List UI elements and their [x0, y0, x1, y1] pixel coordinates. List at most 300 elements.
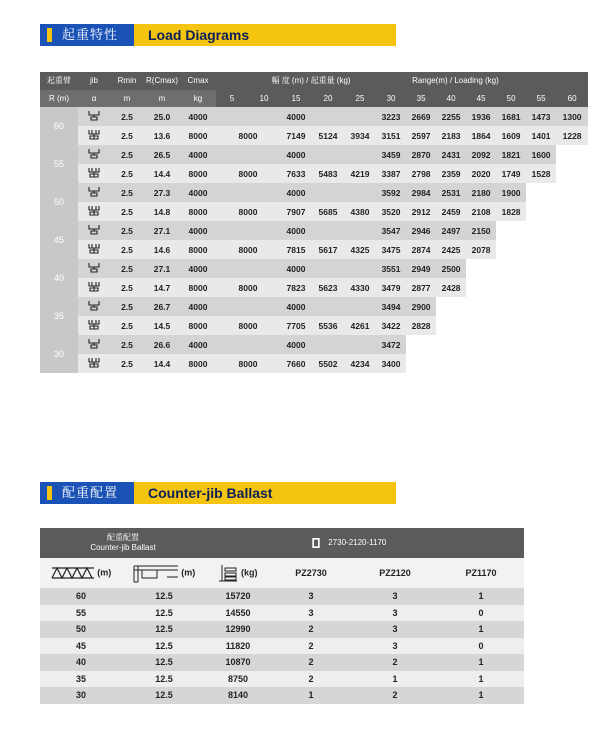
section-title-en: Load Diagrams — [134, 24, 396, 46]
ballast-config-en: Counter-jib Ballast — [90, 543, 156, 552]
load-cell: 1609 — [496, 126, 526, 145]
empty-cell — [526, 183, 556, 202]
load-cell: 5483 — [312, 164, 344, 183]
load-cell: 3400 — [376, 354, 406, 373]
load-cell: 3520 — [376, 202, 406, 221]
cmax-cell: 4000 — [180, 297, 216, 316]
ballast-row — [40, 654, 524, 671]
range-en-header: Range(m) / Loading (kg) — [406, 72, 588, 90]
range-col-header: 55 — [526, 90, 556, 108]
ballast-weight-cell: 10870 — [206, 654, 270, 671]
ballast-weight-cell: 14550 — [206, 605, 270, 622]
pz1170-count: 0 — [438, 605, 524, 622]
constant-load-cell: 8000 — [216, 354, 280, 373]
load-cell: 7660 — [280, 354, 312, 373]
rcmax-cell: 26.5 — [144, 145, 180, 164]
ballast-header-row-1 — [40, 528, 524, 558]
counter-jib-length-header — [122, 558, 206, 588]
load-cell: 4219 — [344, 164, 376, 183]
rcmax-cell: 14.4 — [144, 164, 180, 183]
rmin-cell: 2.5 — [110, 316, 144, 335]
jib-length-cell: 50 — [40, 621, 122, 638]
range-col-header: 40 — [436, 90, 466, 108]
load-cell: 5124 — [312, 126, 344, 145]
table-row — [40, 297, 588, 316]
range-zh-header: 幅 度 (m) / 起重量 (kg) — [216, 72, 406, 90]
empty-cell — [526, 259, 556, 278]
table-row — [40, 202, 588, 221]
load-cell: 7705 — [280, 316, 312, 335]
load-cell: 2431 — [436, 145, 466, 164]
rmin-cell: 2.5 — [110, 221, 144, 240]
load-cell: 2798 — [406, 164, 436, 183]
counter-jib-icon — [133, 567, 179, 577]
rcmax-cell: 26.6 — [144, 335, 180, 354]
empty-cell — [526, 202, 556, 221]
load-cell: 2946 — [406, 221, 436, 240]
load-cell: 3934 — [344, 126, 376, 145]
empty-cell — [556, 240, 588, 259]
empty-cell — [436, 316, 466, 335]
range-col-header: 60 — [556, 90, 588, 108]
table-row — [40, 335, 588, 354]
cmax-cell: 4000 — [180, 107, 216, 126]
empty-cell — [496, 316, 526, 335]
empty-cell — [556, 297, 588, 316]
rmin-cell: 2.5 — [110, 164, 144, 183]
load-cell: 1681 — [496, 107, 526, 126]
rcmax-cell: 25.0 — [144, 107, 180, 126]
rcmax-cell: 27.1 — [144, 221, 180, 240]
rmin-cell: 2.5 — [110, 354, 144, 373]
range-col-header: 20 — [312, 90, 344, 108]
rmin-header: Rmin — [110, 72, 144, 90]
constant-load-cell: 8000 — [216, 164, 280, 183]
rmin-cell: 2.5 — [110, 107, 144, 126]
rmin-cell: 2.5 — [110, 335, 144, 354]
empty-cell — [406, 354, 436, 373]
empty-cell — [496, 354, 526, 373]
ballast-weight-header — [206, 558, 270, 588]
load-cell: 1600 — [526, 145, 556, 164]
section-title-zh: 配重配置 — [40, 482, 134, 504]
rcmax-cell: 14.5 — [144, 316, 180, 335]
load-cell: 1401 — [526, 126, 556, 145]
load-cell: 2359 — [436, 164, 466, 183]
load-cell: 2531 — [436, 183, 466, 202]
jib-header: jib — [78, 72, 110, 90]
rcmax-cell: 14.4 — [144, 354, 180, 373]
pz1170-count: 1 — [438, 687, 524, 704]
load-cell: 2078 — [466, 240, 496, 259]
empty-cell — [526, 240, 556, 259]
cmax-cell: 8000 — [180, 164, 216, 183]
pz1170-count: 1 — [438, 588, 524, 605]
constant-load-cell: 8000 — [216, 316, 280, 335]
ballast-weight-cell: 8140 — [206, 687, 270, 704]
constant-load-cell: 8000 — [216, 240, 280, 259]
ballast-block-label: 2730-2120-1170 — [328, 538, 387, 548]
jib-length-label: 55 — [40, 145, 78, 183]
jib-length-cell: 55 — [40, 605, 122, 622]
hook-icon — [78, 278, 110, 297]
counter-jib-length-cell: 12.5 — [122, 638, 206, 655]
load-cell: 1828 — [496, 202, 526, 221]
pz2730-count: 2 — [270, 654, 352, 671]
cmax-cell: 8000 — [180, 126, 216, 145]
table-row — [40, 240, 588, 259]
rcmax-cell: 14.7 — [144, 278, 180, 297]
hook-icon — [78, 145, 110, 164]
ballast-weight-icon — [218, 567, 238, 577]
table-row — [40, 316, 588, 335]
empty-cell — [466, 297, 496, 316]
hook-icon — [78, 164, 110, 183]
hook-icon — [78, 183, 110, 202]
rcmax-unit: m — [144, 90, 180, 108]
load-cell: 1821 — [496, 145, 526, 164]
pz1170-header: PZ1170 — [438, 558, 524, 588]
header-row-1 — [40, 72, 588, 90]
hook-icon — [78, 126, 110, 145]
cmax-header: Cmax — [180, 72, 216, 90]
pz2730-count: 2 — [270, 671, 352, 688]
empty-cell — [526, 297, 556, 316]
jib-length-label: 45 — [40, 221, 78, 259]
empty-cell — [556, 145, 588, 164]
constant-load-cell: 4000 — [216, 335, 376, 354]
counter-jib-length-cell: 12.5 — [122, 588, 206, 605]
counter-jib-unit: (m) — [181, 567, 196, 578]
load-cell: 5685 — [312, 202, 344, 221]
load-cell: 5623 — [312, 278, 344, 297]
table-row — [40, 221, 588, 240]
load-cell: 2949 — [406, 259, 436, 278]
rmin-cell: 2.5 — [110, 259, 144, 278]
empty-cell — [556, 202, 588, 221]
ballast-row — [40, 638, 524, 655]
ballast-header-row-2 — [40, 558, 524, 588]
empty-cell — [436, 335, 466, 354]
load-cell: 1864 — [466, 126, 496, 145]
load-cell: 2874 — [406, 240, 436, 259]
jib-length-cell: 30 — [40, 687, 122, 704]
load-cell: 4234 — [344, 354, 376, 373]
constant-load-cell: 4000 — [216, 221, 376, 240]
ballast-row — [40, 687, 524, 704]
rcmax-cell: 26.7 — [144, 297, 180, 316]
hook-icon — [78, 297, 110, 316]
empty-cell — [406, 335, 436, 354]
jib-truss-icon — [51, 567, 95, 577]
table-row — [40, 183, 588, 202]
section-title-en: Counter-jib Ballast — [134, 482, 396, 504]
empty-cell — [436, 297, 466, 316]
rcmax-cell: 14.8 — [144, 202, 180, 221]
empty-cell — [466, 259, 496, 278]
range-col-header: 35 — [406, 90, 436, 108]
jib-length-label: 50 — [40, 183, 78, 221]
load-cell: 2597 — [406, 126, 436, 145]
load-cell: 3551 — [376, 259, 406, 278]
load-cell: 3475 — [376, 240, 406, 259]
load-cell: 7633 — [280, 164, 312, 183]
load-cell: 4330 — [344, 278, 376, 297]
alpha-header: α — [78, 90, 110, 108]
rcmax-header: R(Cmax) — [144, 72, 180, 90]
cmax-cell: 4000 — [180, 335, 216, 354]
empty-cell — [466, 354, 496, 373]
load-cell: 1936 — [466, 107, 496, 126]
load-cell: 5502 — [312, 354, 344, 373]
load-cell: 4261 — [344, 316, 376, 335]
ballast-weight-cell: 8750 — [206, 671, 270, 688]
empty-cell — [556, 335, 588, 354]
empty-cell — [496, 297, 526, 316]
load-cell: 2150 — [466, 221, 496, 240]
cmax-cell: 4000 — [180, 145, 216, 164]
hook-icon — [78, 259, 110, 278]
range-col-header: 30 — [376, 90, 406, 108]
ballast-row — [40, 605, 524, 622]
load-cell: 2877 — [406, 278, 436, 297]
jib-length-cell: 45 — [40, 638, 122, 655]
cmax-cell: 8000 — [180, 202, 216, 221]
cmax-cell: 8000 — [180, 240, 216, 259]
pz1170-count: 0 — [438, 638, 524, 655]
load-cell: 1473 — [526, 107, 556, 126]
jib-length-label: 30 — [40, 335, 78, 373]
cmax-cell: 4000 — [180, 221, 216, 240]
cmax-cell: 4000 — [180, 259, 216, 278]
load-cell: 1300 — [556, 107, 588, 126]
empty-cell — [556, 354, 588, 373]
constant-load-cell: 4000 — [216, 107, 376, 126]
ballast-weight-unit: (kg) — [241, 567, 258, 578]
empty-cell — [556, 221, 588, 240]
rcmax-cell: 27.1 — [144, 259, 180, 278]
ballast-weight-cell: 11820 — [206, 638, 270, 655]
load-cell: 3223 — [376, 107, 406, 126]
load-cell: 2425 — [436, 240, 466, 259]
counter-jib-length-cell: 12.5 — [122, 605, 206, 622]
constant-load-cell: 4000 — [216, 183, 376, 202]
load-cell: 2870 — [406, 145, 436, 164]
jib-length-label: 35 — [40, 297, 78, 335]
pz2730-count: 1 — [270, 687, 352, 704]
pz2120-count: 3 — [352, 638, 438, 655]
load-cell: 2900 — [406, 297, 436, 316]
cmax-unit: kg — [180, 90, 216, 108]
load-cell: 1749 — [496, 164, 526, 183]
load-cell: 1228 — [556, 126, 588, 145]
empty-cell — [496, 221, 526, 240]
pz2730-header: PZ2730 — [270, 558, 352, 588]
load-cell: 3422 — [376, 316, 406, 335]
load-cell: 5536 — [312, 316, 344, 335]
ballast-block-icon — [312, 538, 320, 547]
pz2730-count: 2 — [270, 621, 352, 638]
empty-cell — [496, 240, 526, 259]
load-cell: 2497 — [436, 221, 466, 240]
empty-cell — [496, 278, 526, 297]
rmin-cell: 2.5 — [110, 297, 144, 316]
pz1170-count: 1 — [438, 671, 524, 688]
load-cell: 7815 — [280, 240, 312, 259]
table-row — [40, 145, 588, 164]
constant-load-cell: 4000 — [216, 297, 376, 316]
cmax-cell: 8000 — [180, 354, 216, 373]
load-cell: 3387 — [376, 164, 406, 183]
load-cell: 7823 — [280, 278, 312, 297]
hook-icon — [78, 107, 110, 126]
range-col-header: 10 — [248, 90, 280, 108]
hook-icon — [78, 202, 110, 221]
rmin-cell: 2.5 — [110, 202, 144, 221]
counter-jib-length-cell: 12.5 — [122, 621, 206, 638]
pz2730-count: 2 — [270, 638, 352, 655]
cmax-cell: 4000 — [180, 183, 216, 202]
load-diagram-table — [40, 72, 588, 373]
rcmax-cell: 13.6 — [144, 126, 180, 145]
empty-cell — [496, 259, 526, 278]
load-cell: 2108 — [466, 202, 496, 221]
table-row — [40, 354, 588, 373]
range-col-header: 25 — [344, 90, 376, 108]
ballast-row — [40, 588, 524, 605]
table-row — [40, 259, 588, 278]
cmax-cell: 8000 — [180, 278, 216, 297]
load-cell: 4380 — [344, 202, 376, 221]
empty-cell — [466, 278, 496, 297]
section-title-zh: 起重特性 — [40, 24, 134, 46]
jib-length-unit: (m) — [97, 567, 112, 578]
counter-jib-length-cell: 12.5 — [122, 671, 206, 688]
load-cell: 2255 — [436, 107, 466, 126]
load-cell: 7907 — [280, 202, 312, 221]
jib-length-cell: 35 — [40, 671, 122, 688]
ballast-weight-cell: 12990 — [206, 621, 270, 638]
constant-load-cell: 8000 — [216, 202, 280, 221]
ballast-weight-cell: 15720 — [206, 588, 270, 605]
range-col-header: 45 — [466, 90, 496, 108]
rmin-cell: 2.5 — [110, 278, 144, 297]
table-row — [40, 278, 588, 297]
range-col-header: 50 — [496, 90, 526, 108]
load-cell: 2459 — [436, 202, 466, 221]
empty-cell — [526, 278, 556, 297]
empty-cell — [556, 259, 588, 278]
load-cell: 3472 — [376, 335, 406, 354]
pz2120-count: 3 — [352, 621, 438, 638]
hook-icon — [78, 335, 110, 354]
ballast-block-header — [206, 528, 524, 558]
pz2120-header: PZ2120 — [352, 558, 438, 588]
load-cell: 2912 — [406, 202, 436, 221]
empty-cell — [466, 316, 496, 335]
load-cell: 2180 — [466, 183, 496, 202]
hook-icon — [78, 316, 110, 335]
load-cell: 3592 — [376, 183, 406, 202]
pz2730-count: 3 — [270, 588, 352, 605]
pz2120-count: 3 — [352, 605, 438, 622]
load-cell: 3151 — [376, 126, 406, 145]
load-cell: 2428 — [436, 278, 466, 297]
jib-length-cell: 60 — [40, 588, 122, 605]
load-cell: 5617 — [312, 240, 344, 259]
counter-jib-length-cell: 12.5 — [122, 687, 206, 704]
rmin-unit: m — [110, 90, 144, 108]
empty-cell — [556, 278, 588, 297]
pz2120-count: 1 — [352, 671, 438, 688]
load-cell: 2183 — [436, 126, 466, 145]
hook-icon — [78, 221, 110, 240]
rmin-cell: 2.5 — [110, 240, 144, 259]
jib-length-label: 40 — [40, 259, 78, 297]
ballast-config-header — [40, 528, 206, 558]
ballast-table — [40, 528, 524, 704]
r-unit-header: R (m) — [40, 90, 78, 108]
empty-cell — [526, 354, 556, 373]
table-row — [40, 126, 588, 145]
constant-load-cell: 4000 — [216, 145, 376, 164]
empty-cell — [496, 335, 526, 354]
pz2120-count: 2 — [352, 687, 438, 704]
constant-load-cell: 4000 — [216, 259, 376, 278]
cmax-cell: 8000 — [180, 316, 216, 335]
hook-icon — [78, 354, 110, 373]
header-row-2 — [40, 90, 588, 108]
constant-load-cell: 8000 — [216, 278, 280, 297]
empty-cell — [466, 335, 496, 354]
constant-load-cell: 8000 — [216, 126, 280, 145]
load-cell: 4325 — [344, 240, 376, 259]
load-cell: 2984 — [406, 183, 436, 202]
load-cell: 2669 — [406, 107, 436, 126]
load-cell: 1900 — [496, 183, 526, 202]
empty-cell — [526, 316, 556, 335]
pz2730-count: 3 — [270, 605, 352, 622]
pz2120-count: 2 — [352, 654, 438, 671]
jib-length-cell: 40 — [40, 654, 122, 671]
ballast-row — [40, 621, 524, 638]
rmin-cell: 2.5 — [110, 183, 144, 202]
ballast-row — [40, 671, 524, 688]
empty-cell — [556, 316, 588, 335]
range-col-header: 15 — [280, 90, 312, 108]
empty-cell — [436, 354, 466, 373]
load-cell: 2092 — [466, 145, 496, 164]
hook-icon — [78, 240, 110, 259]
pz1170-count: 1 — [438, 621, 524, 638]
empty-cell — [526, 335, 556, 354]
jib-zh-header: 起重臂 — [40, 72, 78, 90]
load-cell: 2828 — [406, 316, 436, 335]
load-cell: 3494 — [376, 297, 406, 316]
table-row — [40, 107, 588, 126]
pz2120-count: 3 — [352, 588, 438, 605]
load-cell: 2500 — [436, 259, 466, 278]
range-col-header: 5 — [216, 90, 248, 108]
load-cell: 3459 — [376, 145, 406, 164]
empty-cell — [556, 164, 588, 183]
rcmax-cell: 27.3 — [144, 183, 180, 202]
rcmax-cell: 14.6 — [144, 240, 180, 259]
ballast-config-zh: 配重配置 — [107, 533, 139, 542]
table-row — [40, 164, 588, 183]
rmin-cell: 2.5 — [110, 126, 144, 145]
counter-jib-length-cell: 12.5 — [122, 654, 206, 671]
